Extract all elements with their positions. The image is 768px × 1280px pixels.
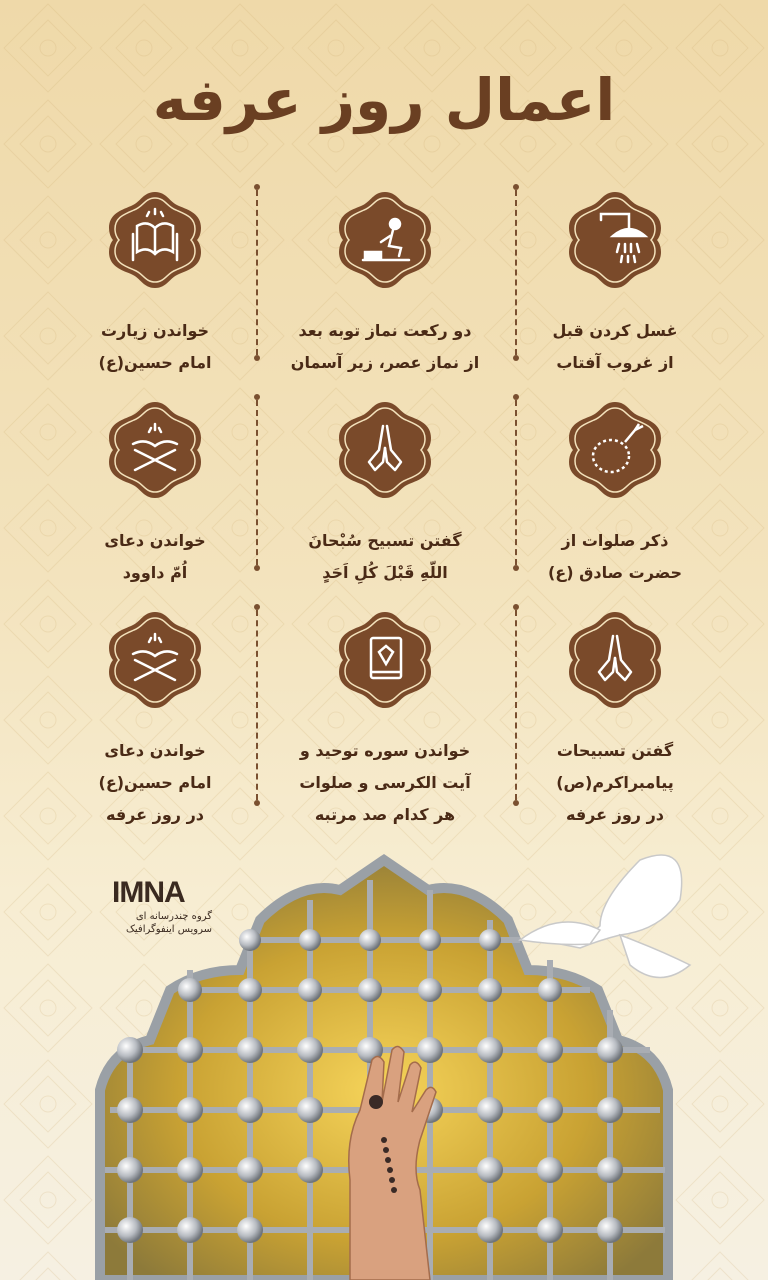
praying-hands-icon: [335, 400, 435, 500]
praying-man-icon: [335, 190, 435, 290]
ritual-text-line2: اُمّ داوود: [122, 563, 188, 582]
shrine-lattice-image: [0, 840, 768, 1280]
shower-icon: [565, 190, 665, 290]
ritual-text-line2: پیامبراکرم(ص): [556, 773, 674, 792]
prayer-beads-icon: [565, 400, 665, 500]
ritual-text-line2: اللّهِ قَبْلَ کُلِ اَحَدٍ: [322, 563, 448, 582]
ritual-text-line2: حضرت صادق (ع): [547, 563, 682, 582]
quran-stand-icon: [105, 610, 205, 710]
ritual-text-line3: در روز عرفه: [566, 805, 664, 824]
ritual-text-line1: خواندن زیارت: [100, 321, 210, 340]
ritual-text-line1: خواندن دعای: [104, 531, 206, 550]
ritual-text-line1: دو رکعت نماز توبه بعد: [298, 321, 472, 340]
rituals-grid: [0, 185, 768, 825]
ritual-text-line2: امام حسین(ع): [98, 353, 212, 372]
ritual-text-line3: هر کدام صد مرتبه: [314, 805, 456, 824]
ritual-text-line1: ذکر صلوات از: [561, 531, 669, 550]
praying-hands-icon: [565, 610, 665, 710]
logo-caption-line1: گروه چندرسانه ای: [135, 911, 212, 922]
logo-caption-line2: سرویس اینفوگرافیک: [125, 924, 212, 935]
ritual-text-line1: غسل کردن قبل: [552, 321, 678, 340]
ritual-text-line1: گفتن تسبیحات: [556, 741, 674, 760]
dove-icon: [520, 855, 690, 978]
ritual-text-line1: خواندن سوره توحید و: [299, 741, 471, 760]
ritual-text-line2: از نماز عصر، زیر آسمان: [290, 353, 480, 372]
open-book-hands-icon: [105, 190, 205, 290]
page-title: اعمال روز عرفه: [152, 66, 616, 134]
ritual-text-line1: گفتن تسبیح سُبْحانَ: [308, 531, 462, 550]
logo-mark: IMNA: [112, 876, 185, 909]
ritual-text-line2: از غروب آفتاب: [556, 353, 674, 372]
ritual-text-line1: خواندن دعای: [104, 741, 206, 760]
ritual-text-line2: امام حسین(ع): [98, 773, 212, 792]
ritual-text-line2: آیت الکرسی و صلوات: [299, 773, 471, 792]
ritual-text-line3: در روز عرفه: [106, 805, 204, 824]
quran-stand-icon: [105, 400, 205, 500]
quran-book-icon: [335, 610, 435, 710]
